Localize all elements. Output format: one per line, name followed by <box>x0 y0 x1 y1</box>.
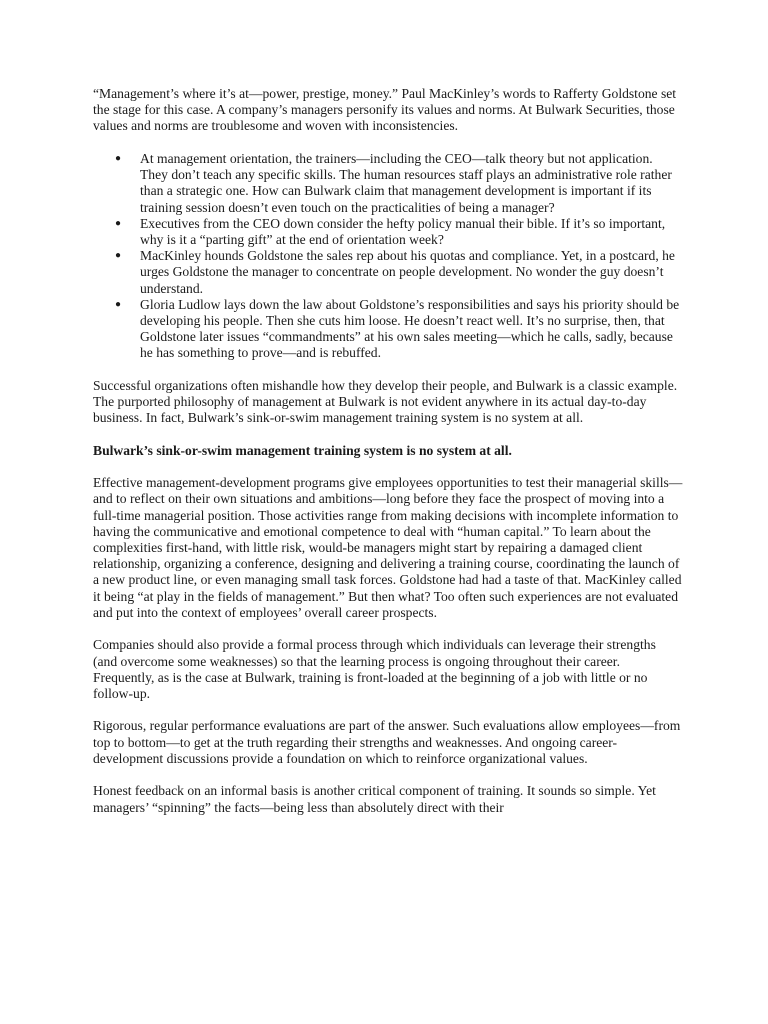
pull-quote: Bulwark’s sink-or-swim management training system is no system at all. <box>93 442 512 458</box>
successful-paragraph: Successful organizations often mishandle how they develop their people, and Bulwark is a classic example. The purported philosophy of management at Bulwark is not evident anywhere in its actual day-to-day business. In fact, Bulwark’s sink-or-swim management training system is no system at all. <box>93 377 678 426</box>
bullet-text: Gloria Ludlow lays down the law about Goldstone’s responsibilities and says his priority should be developing his people. Then she cuts him loose. He doesn’t react well. It’s no surprise, then, that Goldstone later issues “commandments” at his own sales meeting—which he calls, sadly, because he has something to prove—and is rebuffed. <box>140 296 680 361</box>
bullet-text: At management orientation, the trainers—including the CEO—talk theory but not application. They don’t teach any specific skills. The human resources staff plays an administrative role rather than a strategic one. How can Bulwark claim that management development is important if its training session doesn’t even touch on the practicalities of being a manager? <box>140 150 672 215</box>
bullet-item <box>93 248 683 297</box>
bullet-icon: ● <box>115 217 122 229</box>
bullet-text: Executives from the CEO down consider the hefty policy manual their bible. If it’s so important, why is it a “parting gift” at the end of orientation week? <box>140 215 666 247</box>
bullet-icon: ● <box>115 152 122 164</box>
bullet-item <box>93 297 683 362</box>
companies-paragraph: Companies should also provide a formal process through which individuals can leverage their strengths (and overcome some weaknesses) so that the learning process is ongoing throughout their career. Frequently, as is the case at Bulwark, training is front-loaded at the beginning of a job with little or no follow-up. <box>93 637 656 701</box>
effective-paragraph: Effective management-development programs give employees opportunities to test their managerial skills—and to reflect on their own situations and ambitions—long before they face the prospect of moving into a full-time managerial position. Those activities range from making decisions with incomplete information to having the communicative and emotional competence to deal with “human capital.” To learn about the complexities first-hand, with little risk, would-be managers might start by repairing a damaged client relationship, organizing a conference, designing and delivering a training course, coordinating the launch of a new product line, or even managing small task forces. Goldstone had had a taste of that. MacKinley called it being “at play in the fields of management.” But then what? Too often such experiences are not evaluated and put into the context of employees’ overall career prospects. <box>93 475 683 620</box>
bullet-item <box>93 216 683 248</box>
rigorous-paragraph: Rigorous, regular performance evaluations are part of the answer. Such evaluations allow employees—from top to bottom—to get at the truth regarding their strengths and weaknesses. And ongoing career-development discussions provide a foundation on which to reinforce organizational values. <box>93 718 681 766</box>
bullet-text: MacKinley hounds Goldstone the sales rep about his quotas and compliance. Yet, in a postcard, he urges Goldstone the manager to concentrate on people development. No wonder the guy doesn’t understand. <box>140 248 675 296</box>
intro-paragraph: “Management’s where it’s at—power, prestige, money.” Paul MacKinley’s words to Rafferty Goldstone set the stage for this case. A company’s managers personify its values and norms. At Bulwark Securities, those values and norms are troublesome and woven with inconsistencies. <box>93 86 677 134</box>
document-page <box>93 86 683 832</box>
bullet-item <box>93 151 683 216</box>
bullet-icon: ● <box>115 250 122 262</box>
honest-paragraph: Honest feedback on an informal basis is another critical component of training. It sounds so simple. Yet managers’ “spinning” the facts—being less than absolutely direct with their <box>93 783 656 815</box>
bullet-icon: ● <box>115 298 122 310</box>
bullet-list <box>93 151 683 362</box>
